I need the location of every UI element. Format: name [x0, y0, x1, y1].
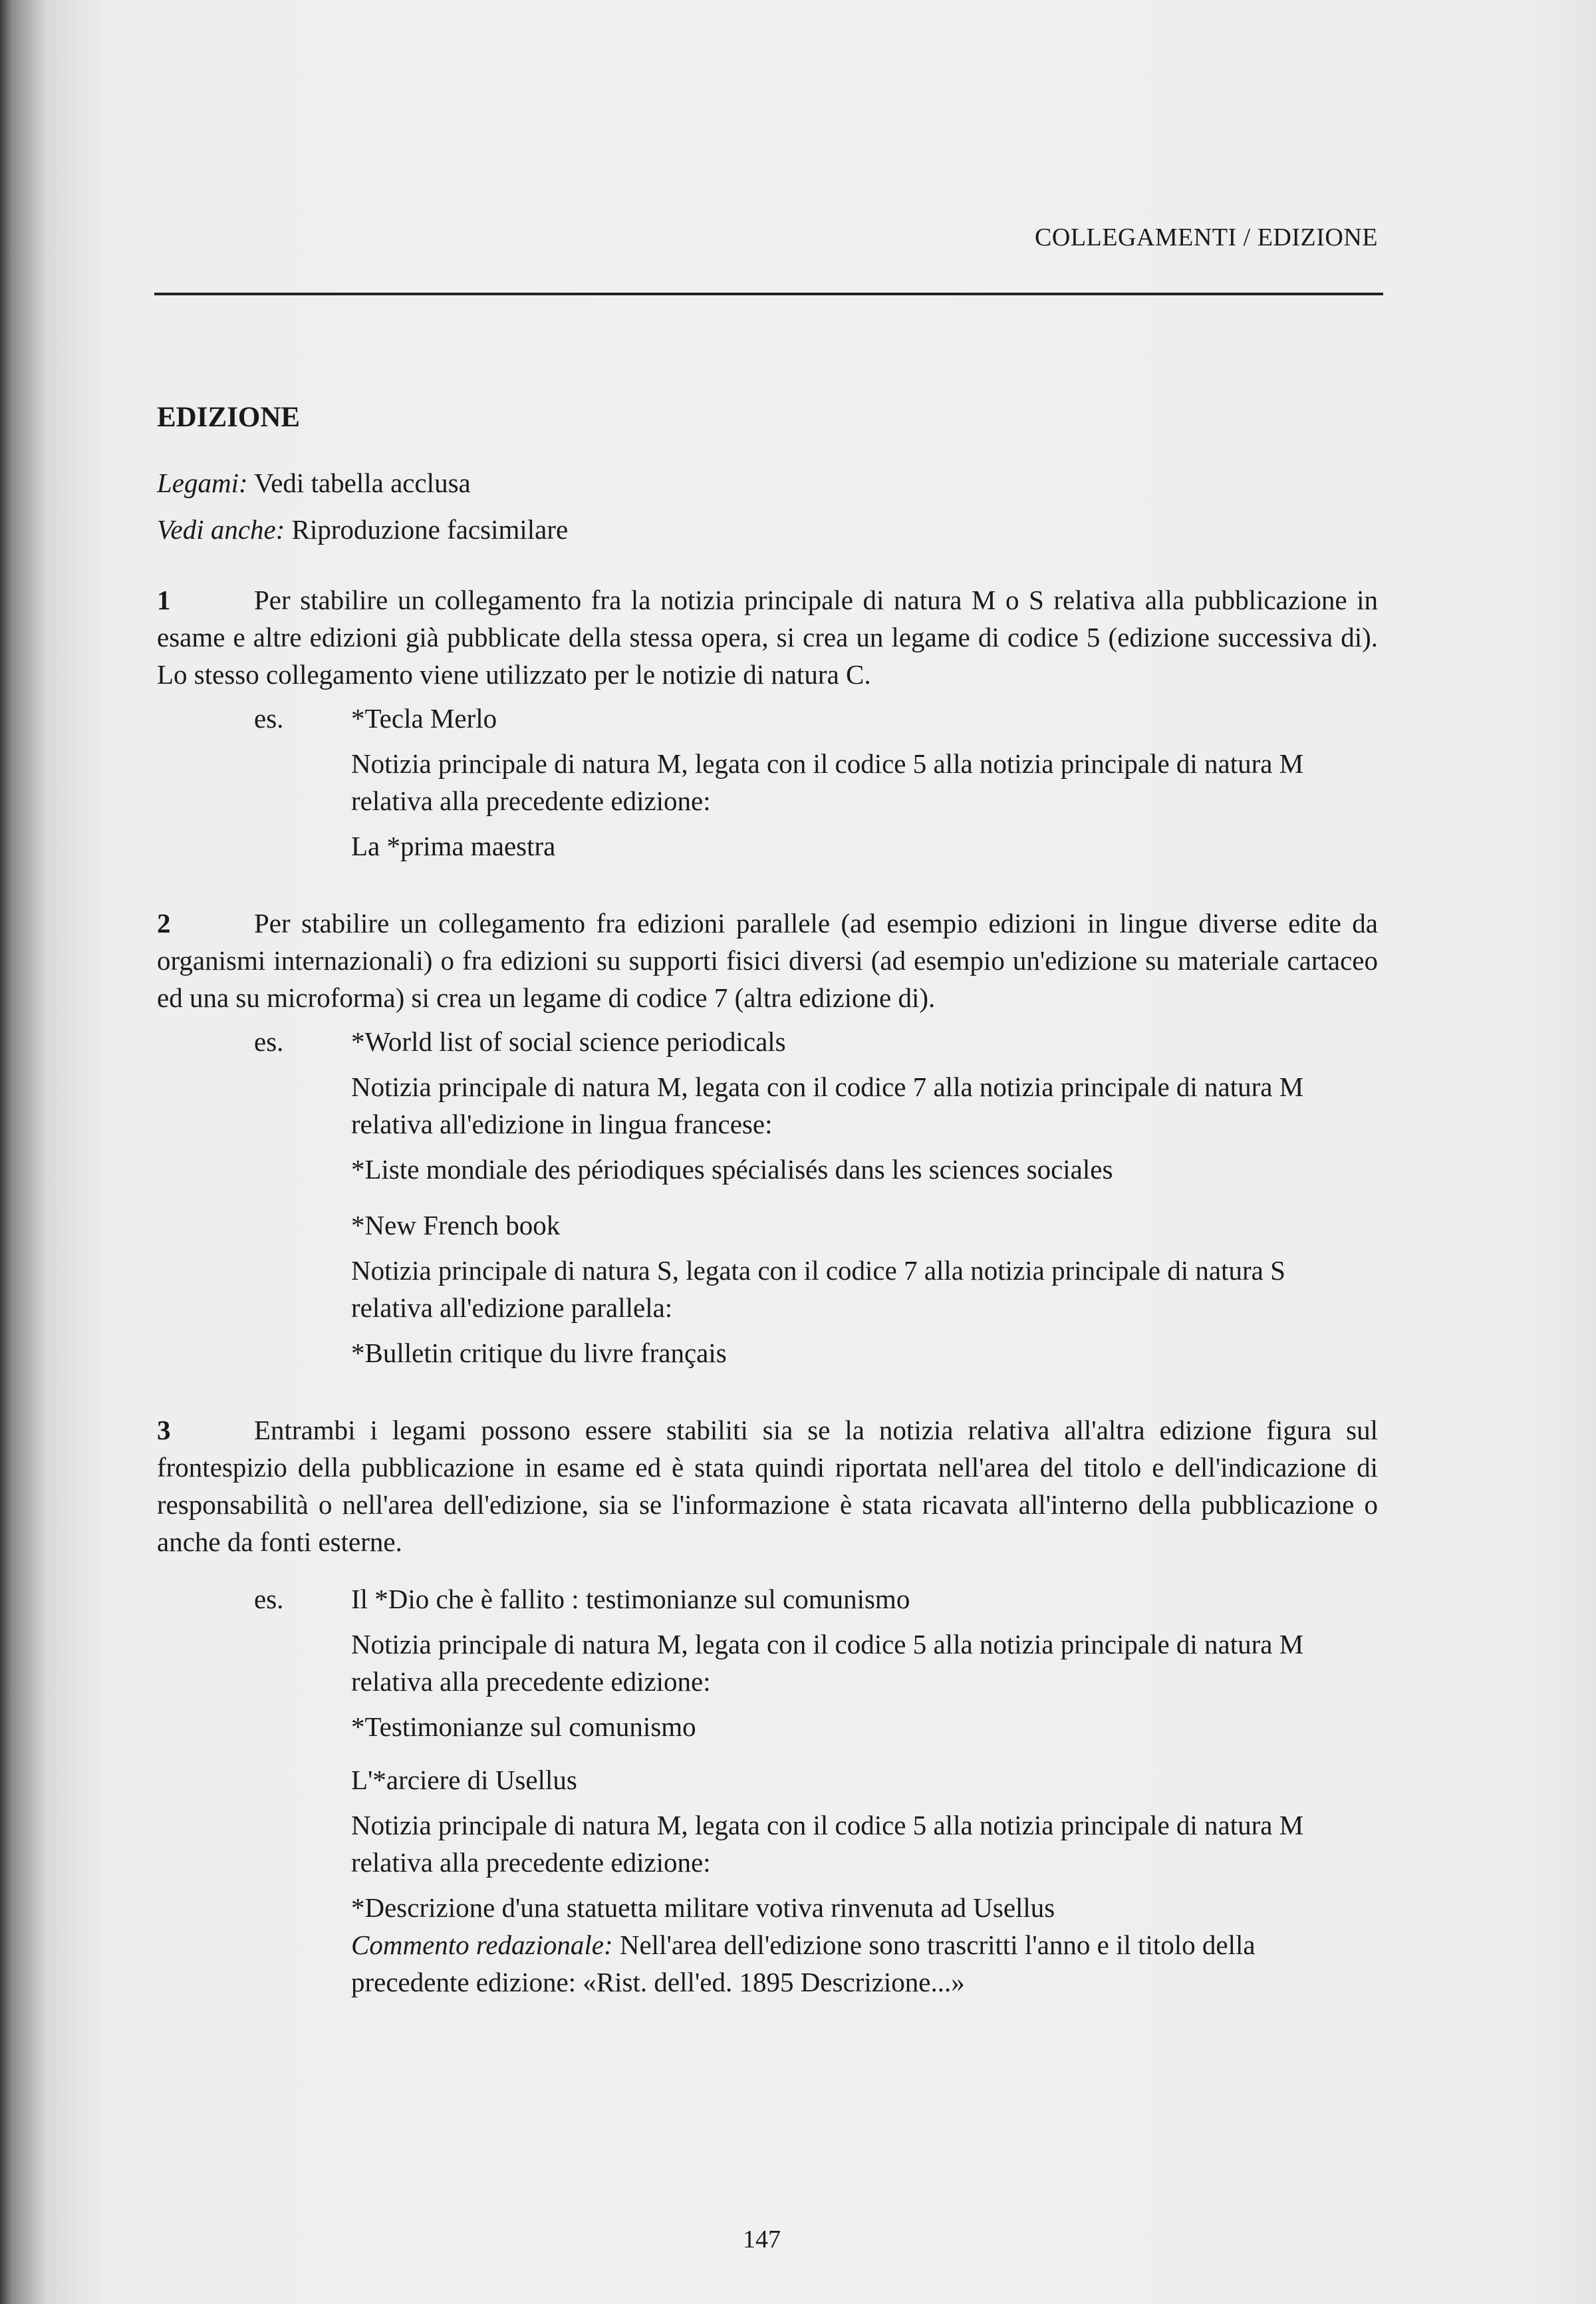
main-content [157, 399, 1378, 2009]
paragraph-number: 3 [157, 1415, 171, 1445]
paragraph-text: Entrambi i legami possono essere stabiliti sia se la notizia relativa all'altra edizione figura sul frontespizio della pubblicazione in esame ed è stata quindi riportata nell'area del titolo e dell'indicazione di responsabilità o nell'area dell'edizione, sia se l'informazione è stata ricavata all'interno della pubblicazione o anche da fonti esterne. [157, 1415, 1378, 1557]
spacer [157, 1379, 1378, 1411]
example-note: Notizia principale di natura M, legata con il codice 5 alla notizia principale di natura M relativa alla precedente edizione: [351, 1810, 1304, 1878]
example-linked: *Bulletin critique du livre français [351, 1338, 727, 1368]
example-body [351, 1023, 1378, 1379]
paragraph-1 [157, 581, 1378, 693]
example-linked: *Descrizione d'una statuetta militare votiva rinvenuta ad Usellus [351, 1892, 1055, 1923]
paragraph-number: 1 [157, 585, 171, 615]
paragraph-text: Per stabilire un collegamento fra la notizia principale di natura M o S relativa alla pubblicazione in esame e altre edizioni già pubblicate della stessa opera, si crea un legame di codice 5 (edizione successiva di). Lo stesso collegamento viene utilizzato per le notizie di natura C. [157, 585, 1378, 690]
example-label: es. [254, 1584, 284, 1614]
header-rule [154, 293, 1383, 295]
comment-text: Nell'area dell'edizione sono trascritti l'anno e il titolo della precedente edizione: «Rist. dell'ed. 1895 Descrizione...» [351, 1930, 1256, 1997]
example-title: *World list of social science periodicals [351, 1026, 786, 1057]
running-header: COLLEGAMENTI / EDIZIONE [1035, 223, 1378, 251]
example-note: Notizia principale di natura M, legata con il codice 7 alla notizia principale di natura M relativa all'edizione in lingua francese: [351, 1072, 1304, 1139]
paragraph-3 [157, 1411, 1378, 1560]
example-block [157, 1580, 1378, 2009]
example-block [157, 700, 1378, 873]
example-title: L'*arciere di Usellus [351, 1765, 577, 1795]
example-note: Notizia principale di natura M, legata con il codice 5 alla notizia principale di natura M relativa alla precedente edizione: [351, 1629, 1304, 1697]
section-title: EDIZIONE [157, 402, 301, 433]
example-title: Il *Dio che è fallito : testimonianze sul comunismo [351, 1584, 910, 1614]
spacer [157, 873, 1378, 905]
example-title: *New French book [351, 1210, 561, 1240]
comment-label: Commento redazionale: [351, 1930, 613, 1960]
example-note: Notizia principale di natura M, legata con il codice 5 alla notizia principale di natura M relativa alla precedente edizione: [351, 748, 1304, 816]
example-title: *Tecla Merlo [351, 703, 497, 734]
paragraph-number: 2 [157, 908, 171, 938]
vedi-anche-line [157, 511, 1378, 548]
example-block [157, 1023, 1378, 1379]
example-label: es. [254, 703, 284, 734]
example-note: Notizia principale di natura S, legata con il codice 7 alla notizia principale di natura S relativa all'edizione parallela: [351, 1255, 1285, 1323]
vedi-anche-value: Riproduzione facsimilare [291, 514, 569, 545]
paragraph-2 [157, 905, 1378, 1016]
editorial-comment [351, 1926, 1318, 2001]
example-label: es. [254, 1026, 284, 1057]
example-linked: *Liste mondiale des périodiques spécialisés dans les sciences sociales [351, 1154, 1113, 1185]
paragraph-text: Per stabilire un collegamento fra edizioni parallele (ad esempio edizioni in lingue diverse edite da organismi internazionali) o fra edizioni su supporti fisici diversi (ad esempio un'edizione su materiale cartaceo ed una su microforma) si crea un legame di codice 7 (altra edizione di). [157, 908, 1378, 1013]
example-body [351, 700, 1378, 873]
page-number: 147 [743, 2226, 781, 2253]
legami-value: Vedi tabella acclusa [254, 468, 471, 498]
vedi-anche-label: Vedi anche: [157, 514, 285, 545]
example-linked: La *prima maestra [351, 831, 556, 861]
legami-line [157, 464, 1378, 502]
example-linked: *Testimonianze sul comunismo [351, 1711, 696, 1742]
legami-label: Legami: [157, 468, 248, 498]
example-body [351, 1580, 1378, 2009]
